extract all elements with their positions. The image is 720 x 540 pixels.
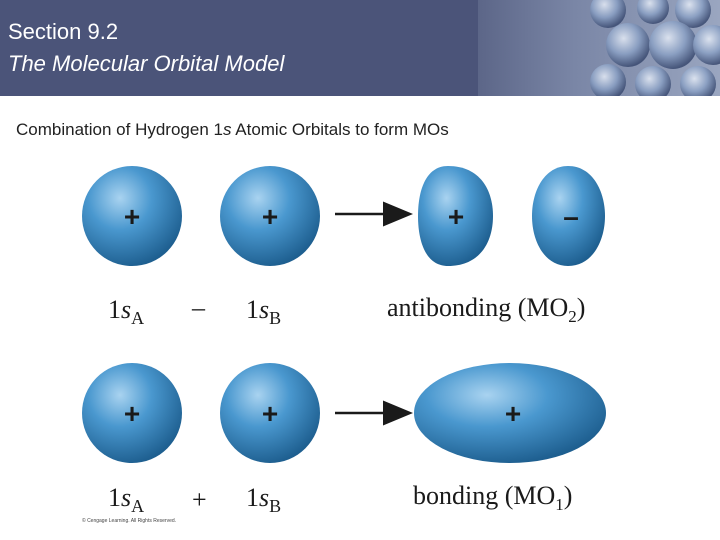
section-subtitle: The Molecular Orbital Model: [8, 51, 285, 76]
caption-italic: s: [222, 120, 232, 139]
bonding-label-sub: 1: [555, 495, 564, 514]
caption-prefix: Combination of Hydrogen 1: [16, 120, 223, 139]
label-subscript: B: [269, 308, 282, 328]
bonding-label-suffix: ): [563, 481, 573, 510]
lobe-sign: +: [447, 201, 465, 232]
antibonding-label-sub: 2: [568, 307, 577, 326]
operator-plus: +: [192, 485, 207, 514]
bonding-label-prefix: bonding (MO: [413, 481, 556, 510]
orbital-sign: +: [123, 398, 141, 429]
label-1s-b: [246, 295, 281, 328]
section-title: Section 9.2: [8, 19, 119, 44]
label-subscript: B: [269, 496, 282, 516]
label-1s-a: [108, 295, 144, 328]
orbital-sign: +: [261, 398, 279, 429]
label-1s-a: [108, 483, 144, 516]
label-orbital-letter: s: [259, 295, 270, 324]
caption-suffix: Atomic Orbitals to form MOs: [231, 120, 449, 139]
antibonding-label-suffix: ): [576, 293, 586, 322]
label-subscript: A: [131, 496, 145, 516]
label-digit: 1: [246, 483, 259, 512]
label-digit: 1: [246, 295, 259, 324]
orbital-sign: +: [261, 201, 279, 232]
antibonding-label-prefix: antibonding (MO: [387, 293, 569, 322]
label-orbital-letter: s: [121, 295, 132, 324]
orbital-sign: +: [123, 201, 141, 232]
bottom-row: [82, 363, 606, 516]
lobe-sign: –: [563, 201, 579, 232]
label-orbital-letter: s: [121, 483, 132, 512]
label-orbital-letter: s: [259, 483, 270, 512]
label-subscript: A: [131, 308, 145, 328]
antibonding-label: [387, 293, 585, 326]
copyright-text: © Cengage Learning. All Rights Reserved.: [82, 518, 177, 524]
bonding-label: [413, 481, 572, 514]
top-row: [82, 166, 605, 328]
label-digit: 1: [108, 483, 121, 512]
operator-minus: –: [192, 293, 205, 322]
label-1s-b: [246, 483, 281, 516]
ellipse-sign: +: [504, 398, 522, 429]
label-digit: 1: [108, 295, 121, 324]
